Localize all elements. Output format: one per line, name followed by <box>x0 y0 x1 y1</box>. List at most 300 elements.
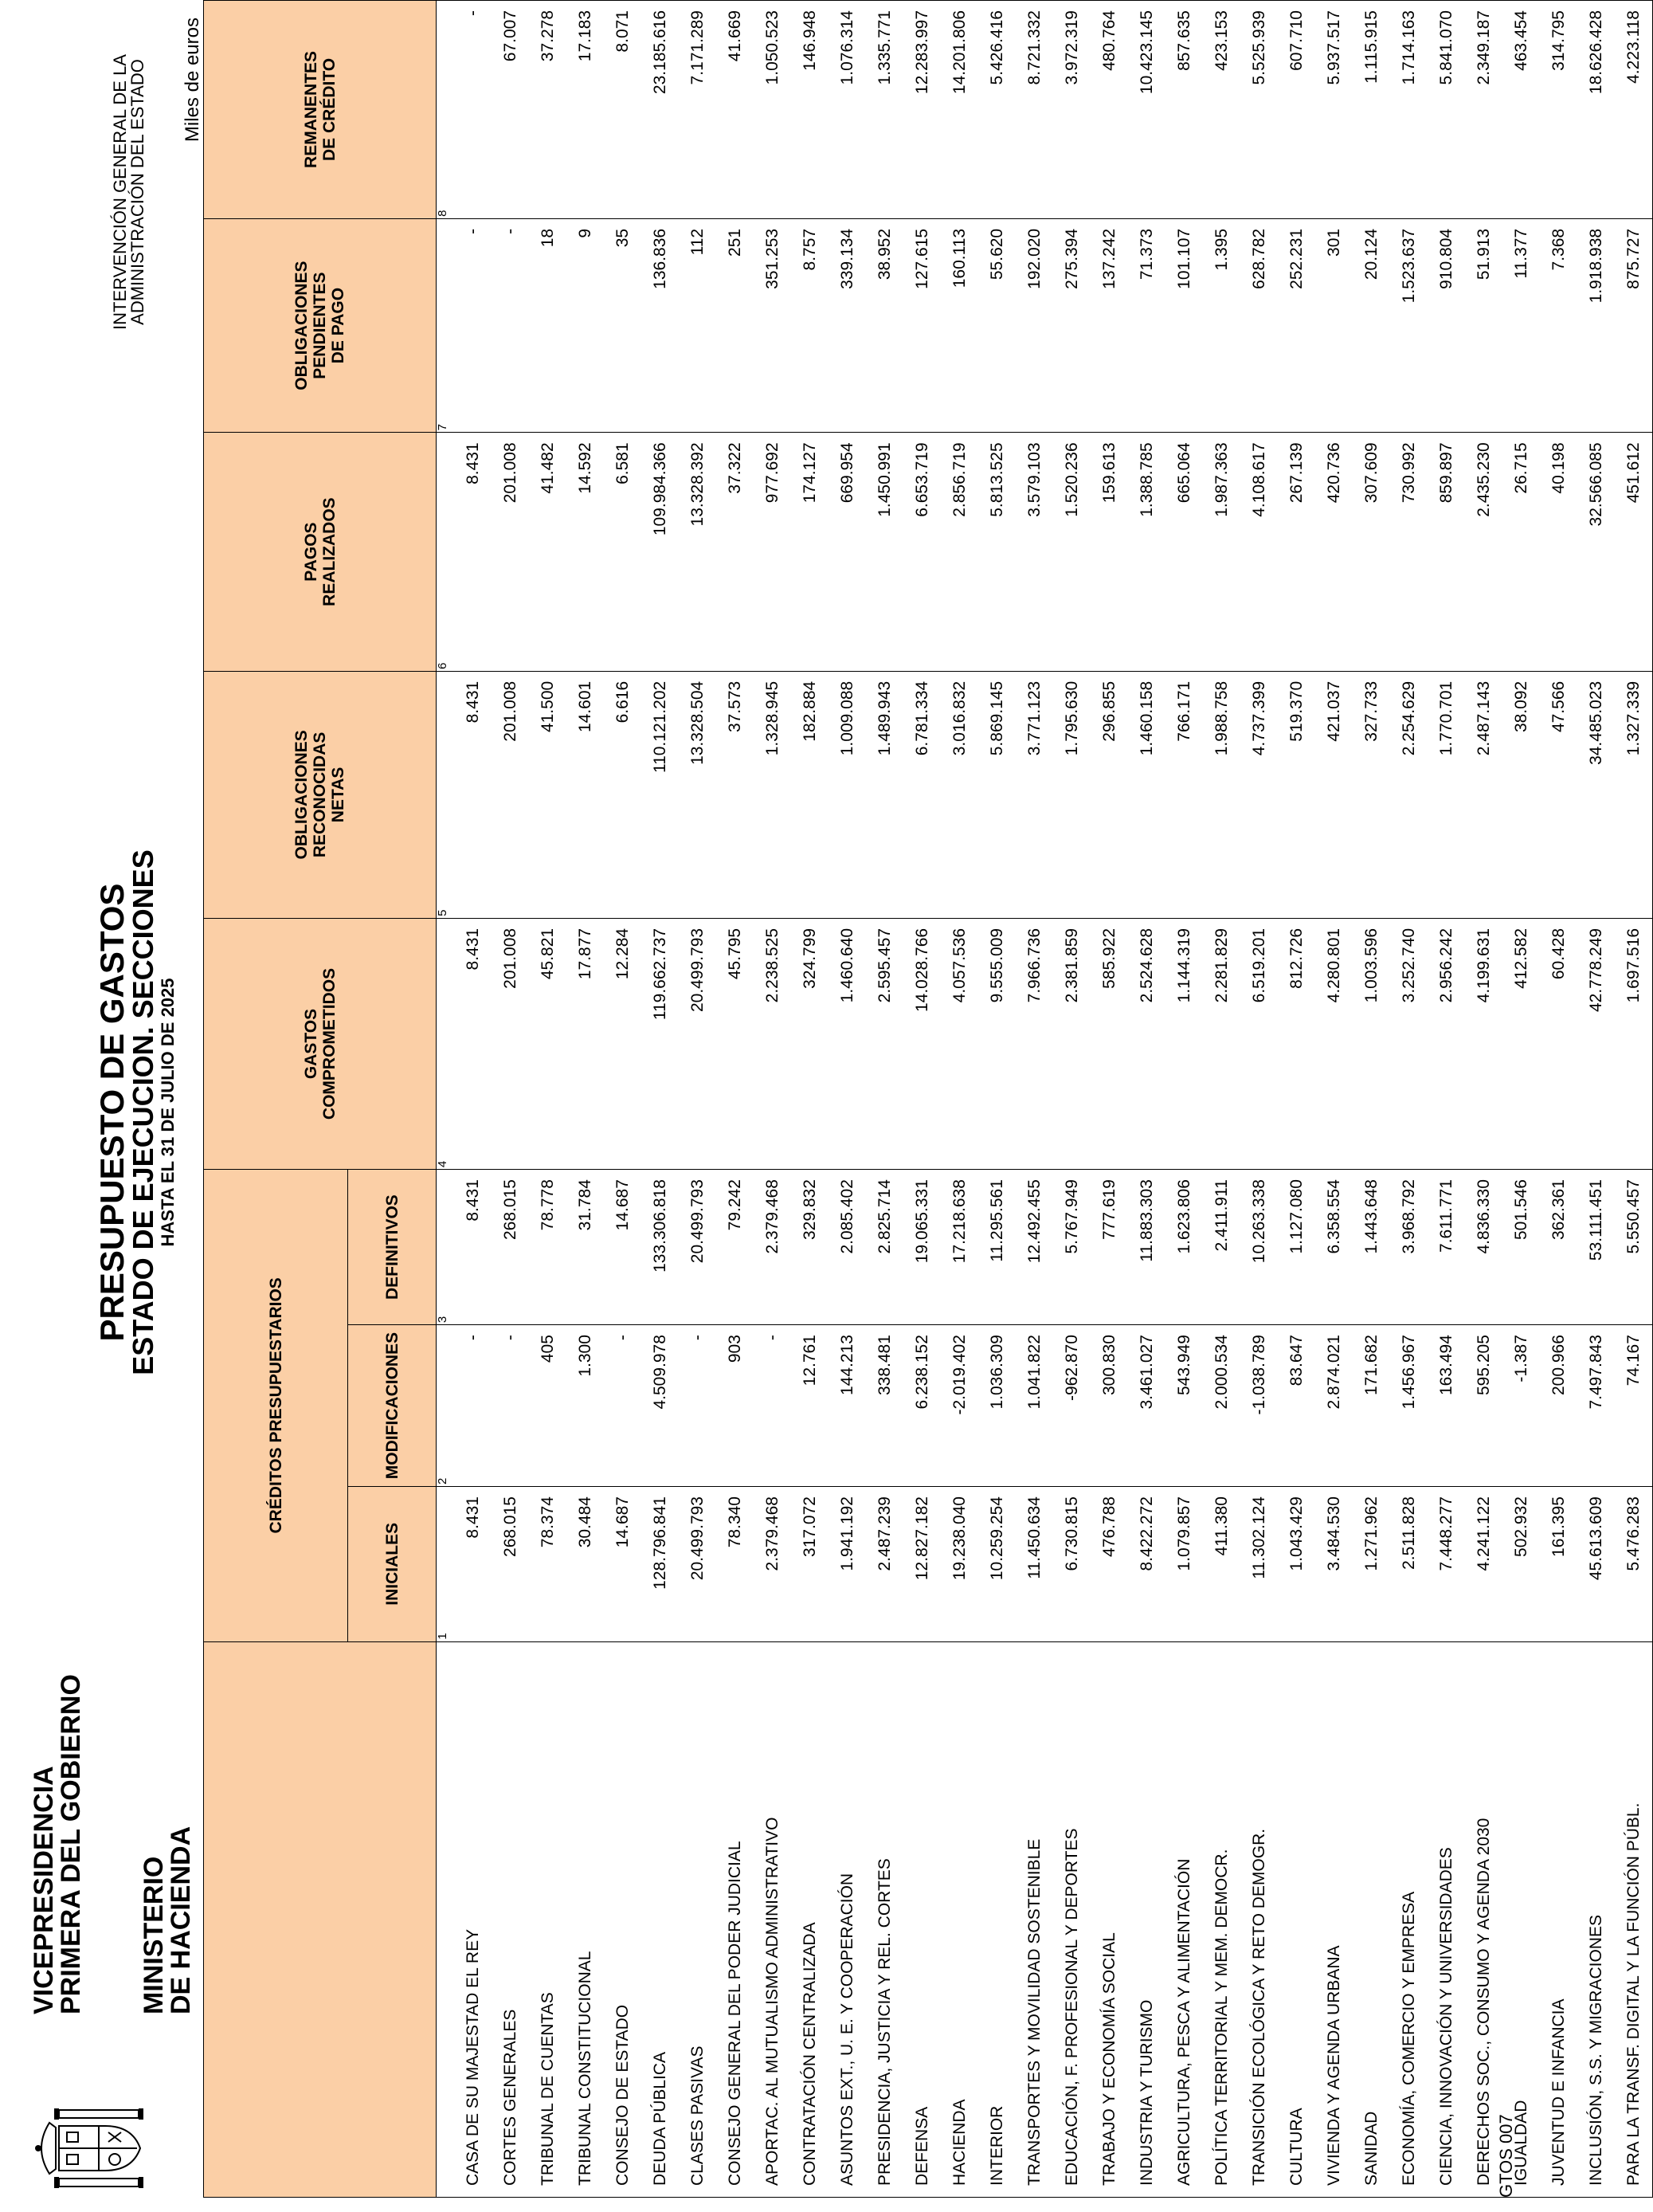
table-row <box>1428 1 1465 2198</box>
header-pagos <box>204 433 437 671</box>
section-name-cell: TRIBUNAL DE CUENTAS <box>529 1641 566 2197</box>
value-cell: 812.726 <box>1278 918 1315 1169</box>
value-cell: 665.064 <box>1165 433 1203 671</box>
value-cell: 1.079.857 <box>1165 1487 1203 1642</box>
value-cell: 3.484.530 <box>1315 1487 1353 1642</box>
value-cell: 411.380 <box>1203 1487 1240 1642</box>
value-cell: 405 <box>529 1325 566 1487</box>
date-line: HASTA EL 31 DE JULIO DE 2025 <box>158 978 178 1247</box>
value-cell: 78.340 <box>716 1487 754 1642</box>
table-row <box>1353 1 1390 2198</box>
value-cell: 41.482 <box>529 433 566 671</box>
value-cell: 628.782 <box>1240 218 1278 432</box>
value-cell: 10.423.145 <box>1128 1 1165 219</box>
value-cell: 1.988.758 <box>1203 671 1240 918</box>
value-cell: 11.450.634 <box>1016 1487 1053 1642</box>
section-name-cell: AGRICULTURA, PESCA Y ALIMENTACIÓN <box>1165 1641 1203 2197</box>
value-cell: 2.524.628 <box>1128 918 1165 1169</box>
value-cell: 19.238.040 <box>941 1487 978 1642</box>
value-cell: 47.566 <box>1540 671 1577 918</box>
value-cell: 14.687 <box>604 1487 641 1642</box>
value-cell: -962.870 <box>1053 1325 1091 1487</box>
column-number: 7 <box>437 218 455 432</box>
value-cell: 412.582 <box>1502 918 1540 1169</box>
value-cell: 3.972.319 <box>1053 1 1091 219</box>
value-cell: 192.020 <box>1016 218 1053 432</box>
value-cell: 421.037 <box>1315 671 1353 918</box>
value-cell: - <box>754 1325 791 1487</box>
value-cell: 146.948 <box>791 1 828 219</box>
header-gastos-l2: COMPROMETIDOS <box>319 967 339 1120</box>
value-cell: 17.183 <box>566 1 604 219</box>
value-cell: 2.349.187 <box>1465 1 1502 219</box>
column-number: 4 <box>437 918 455 1169</box>
value-cell: 182.884 <box>791 671 828 918</box>
value-cell: 79.242 <box>716 1170 754 1325</box>
value-cell: 8.431 <box>454 1487 492 1642</box>
table-row <box>1615 1 1653 2198</box>
column-number: 6 <box>437 433 455 671</box>
header-obligaciones <box>204 671 437 918</box>
value-cell: 480.764 <box>1091 1 1128 219</box>
section-name-cell: TRABAJO Y ECONOMÍA SOCIAL <box>1091 1641 1128 2197</box>
value-cell: 45.821 <box>529 918 566 1169</box>
value-cell: 5.813.525 <box>978 433 1016 671</box>
value-cell: 903 <box>716 1325 754 1487</box>
value-cell: 71.373 <box>1128 218 1165 432</box>
value-cell: 74.167 <box>1615 1325 1653 1487</box>
header-pagos-l1: PAGOS <box>301 522 320 582</box>
value-cell: -1.387 <box>1502 1325 1540 1487</box>
section-name-cell: ASUNTOS EXT., U. E. Y COOPERACIÓN <box>828 1641 866 2197</box>
value-cell: 275.394 <box>1053 218 1091 432</box>
value-cell: 119.662.737 <box>641 918 679 1169</box>
value-cell: 1.328.945 <box>754 671 791 918</box>
value-cell: 519.370 <box>1278 671 1315 918</box>
value-cell: 7.171.289 <box>679 1 716 219</box>
igae-header <box>112 5 147 379</box>
value-cell: 351.253 <box>754 218 791 432</box>
value-cell: 1.987.363 <box>1203 433 1240 671</box>
value-cell: 12.284 <box>604 918 641 1169</box>
value-cell: 5.937.517 <box>1315 1 1353 219</box>
value-cell: 160.113 <box>941 218 978 432</box>
value-cell: 171.682 <box>1353 1325 1390 1487</box>
value-cell: 669.954 <box>828 433 866 671</box>
value-cell: 159.613 <box>1091 433 1128 671</box>
value-cell: 777.619 <box>1091 1170 1128 1325</box>
value-cell: 14.201.806 <box>941 1 978 219</box>
value-cell: 127.615 <box>903 218 941 432</box>
value-cell: 37.278 <box>529 1 566 219</box>
value-cell: 2.381.859 <box>1053 918 1091 1169</box>
value-cell: 1.003.596 <box>1353 918 1390 1169</box>
value-cell: 14.028.766 <box>903 918 941 1169</box>
value-cell: 1.335.771 <box>866 1 903 219</box>
section-name-cell: PARA LA TRANSF. DIGITAL Y LA FUNCIÓN PÚBL. <box>1615 1641 1653 2197</box>
value-cell: 2.595.457 <box>866 918 903 1169</box>
value-cell: 41.669 <box>716 1 754 219</box>
value-cell: 301 <box>1315 218 1353 432</box>
value-cell: 45.613.609 <box>1577 1487 1615 1642</box>
value-cell: 1.697.516 <box>1615 918 1653 1169</box>
value-cell: 314.795 <box>1540 1 1577 219</box>
page-subtitle: ESTADO DE EJECUCION. SECCIONES <box>127 849 159 1375</box>
section-name-cell: SANIDAD <box>1353 1641 1390 2197</box>
section-name-cell: PRESIDENCIA, JUSTICIA Y REL. CORTES <box>866 1641 903 2197</box>
value-cell: 8.431 <box>454 918 492 1169</box>
header-obl-l1: OBLIGACIONES <box>292 730 311 860</box>
value-cell: 251 <box>716 218 754 432</box>
table-row <box>1390 1 1428 2198</box>
section-name-cell: CONTRATACIÓN CENTRALIZADA <box>791 1641 828 2197</box>
table-row <box>1240 1 1278 2198</box>
section-name-cell: TRANSPORTES Y MOVILIDAD SOSTENIBLE <box>1016 1641 1053 2197</box>
value-cell: 4.199.631 <box>1465 918 1502 1169</box>
value-cell: 20.499.793 <box>679 1487 716 1642</box>
value-cell: 10.259.254 <box>978 1487 1016 1642</box>
value-cell: 14.601 <box>566 671 604 918</box>
value-cell: 1.036.309 <box>978 1325 1016 1487</box>
coat-of-arms-icon <box>32 2105 151 2191</box>
value-cell: 6.519.201 <box>1240 918 1278 1169</box>
table-row <box>1128 1 1165 2198</box>
value-cell: - <box>454 1 492 219</box>
value-cell: 875.727 <box>1615 218 1653 432</box>
value-cell: 53.111.451 <box>1577 1170 1615 1325</box>
value-cell: 2.435.230 <box>1465 433 1502 671</box>
value-cell: 2.856.719 <box>941 433 978 671</box>
value-cell: 6.781.334 <box>903 671 941 918</box>
value-cell: 2.511.828 <box>1390 1487 1428 1642</box>
value-cell: 5.476.283 <box>1615 1487 1653 1642</box>
value-cell: 17.218.638 <box>941 1170 978 1325</box>
value-cell: 45.795 <box>716 918 754 1169</box>
table-row <box>1465 1 1502 2198</box>
value-cell: 144.213 <box>828 1325 866 1487</box>
value-cell: 4.057.536 <box>941 918 978 1169</box>
value-cell: 11.295.561 <box>978 1170 1016 1325</box>
value-cell: 7.966.736 <box>1016 918 1053 1169</box>
header-rem-l1: REMANENTES <box>301 50 320 168</box>
value-cell: 2.487.239 <box>866 1487 903 1642</box>
value-cell: 6.616 <box>604 671 641 918</box>
value-cell: 543.949 <box>1165 1325 1203 1487</box>
ministry-line-4: DE HACIENDA <box>166 1826 196 2014</box>
value-cell: 18 <box>529 218 566 432</box>
value-cell: 501.546 <box>1502 1170 1540 1325</box>
value-cell: 19.065.331 <box>903 1170 941 1325</box>
header-iniciales: INICIALES <box>348 1487 437 1642</box>
value-cell: 200.966 <box>1540 1325 1577 1487</box>
section-name-cell: IGUALDAD <box>1502 1641 1540 2197</box>
value-cell: 1.127.080 <box>1278 1170 1315 1325</box>
header-obl-l3: NETAS <box>329 767 347 823</box>
value-cell: 2.281.829 <box>1203 918 1240 1169</box>
value-cell: 1.523.637 <box>1390 218 1428 432</box>
value-cell: 1.041.822 <box>1016 1325 1053 1487</box>
table-row <box>1016 1 1053 2198</box>
value-cell: 2.825.714 <box>866 1170 903 1325</box>
table-row <box>1540 1 1577 2198</box>
table-row <box>828 1 866 2198</box>
value-cell: 1.770.701 <box>1428 671 1465 918</box>
value-cell: 7.448.277 <box>1428 1487 1465 1642</box>
value-cell: 17.877 <box>566 918 604 1169</box>
value-cell: 31.784 <box>566 1170 604 1325</box>
value-cell: 1.271.962 <box>1353 1487 1390 1642</box>
header-obl-l2: RECONOCIDAS <box>311 731 329 858</box>
value-cell: 1.918.938 <box>1577 218 1615 432</box>
value-cell: 6.238.152 <box>903 1325 941 1487</box>
value-cell: 133.306.818 <box>641 1170 679 1325</box>
column-number: 3 <box>437 1170 455 1325</box>
value-cell: 163.494 <box>1428 1325 1465 1487</box>
value-cell: 327.733 <box>1353 671 1390 918</box>
value-cell: 8.422.272 <box>1128 1487 1165 1642</box>
value-cell: 67.007 <box>492 1 529 219</box>
value-cell: 8.431 <box>454 671 492 918</box>
igae-line-1: INTERVENCIÓN GENERAL DE LA <box>110 54 130 330</box>
value-cell: 267.139 <box>1278 433 1315 671</box>
value-cell: 37.322 <box>716 433 754 671</box>
table-row <box>941 1 978 2198</box>
value-cell: 2.085.402 <box>828 1170 866 1325</box>
value-cell: 324.799 <box>791 918 828 1169</box>
value-cell: 910.804 <box>1428 218 1465 432</box>
value-cell: 30.484 <box>566 1487 604 1642</box>
value-cell: 1.714.163 <box>1390 1 1428 219</box>
value-cell: 14.687 <box>604 1170 641 1325</box>
value-cell: - <box>679 1325 716 1487</box>
table-row <box>566 1 604 2198</box>
value-cell: 3.968.792 <box>1390 1170 1428 1325</box>
value-cell: 8.071 <box>604 1 641 219</box>
value-cell: 4.241.122 <box>1465 1487 1502 1642</box>
value-cell: 34.485.023 <box>1577 671 1615 918</box>
value-cell: 6.358.554 <box>1315 1170 1353 1325</box>
value-cell: 1.623.806 <box>1165 1170 1203 1325</box>
value-cell: 3.771.123 <box>1016 671 1053 918</box>
table-row <box>679 1 716 2198</box>
section-name-cell: EDUCACIÓN, F. PROFESIONAL Y DEPORTES <box>1053 1641 1091 2197</box>
value-cell: 78.778 <box>529 1170 566 1325</box>
value-cell: 11.377 <box>1502 218 1540 432</box>
value-cell: 5.869.145 <box>978 671 1016 918</box>
section-name-cell: VIVIENDA Y AGENDA URBANA <box>1315 1641 1353 2197</box>
value-cell: 6.653.719 <box>903 433 941 671</box>
section-name-cell: CONSEJO GENERAL DEL PODER JUDICIAL <box>716 1641 754 2197</box>
value-cell: - <box>492 1325 529 1487</box>
ministry-line-3: MINISTERIO <box>139 1856 169 2014</box>
value-cell: 585.922 <box>1091 918 1128 1169</box>
value-cell: 339.134 <box>828 218 866 432</box>
title-block <box>93 810 178 1415</box>
table-row <box>1278 1 1315 2198</box>
header-remanentes <box>204 1 437 219</box>
value-cell: 1.144.319 <box>1165 918 1203 1169</box>
header-pend-l2: PENDIENTES <box>311 272 329 379</box>
value-cell: 3.252.740 <box>1390 918 1428 1169</box>
value-cell: 60.428 <box>1540 918 1577 1169</box>
section-name-cell: INCLUSIÓN, S.S. Y MIGRACIONES <box>1577 1641 1615 2197</box>
value-cell: 4.509.978 <box>641 1325 679 1487</box>
table-row <box>1502 1 1540 2198</box>
value-cell: - <box>604 1325 641 1487</box>
table-row <box>492 1 529 2198</box>
value-cell: 11.302.124 <box>1240 1487 1278 1642</box>
section-name-cell: POLÍTICA TERRITORIAL Y MEM. DEMOCR. <box>1203 1641 1240 2197</box>
value-cell: 4.737.399 <box>1240 671 1278 918</box>
value-cell: 109.984.366 <box>641 433 679 671</box>
value-cell: 317.072 <box>791 1487 828 1642</box>
value-cell: 1.115.915 <box>1353 1 1390 219</box>
section-name-cell: ECONOMÍA, COMERCIO Y EMPRESA <box>1390 1641 1428 2197</box>
header-pend-l1: OBLIGACIONES <box>292 261 311 390</box>
value-cell: 252.231 <box>1278 218 1315 432</box>
value-cell: 1.520.236 <box>1053 433 1091 671</box>
value-cell: 2.379.468 <box>754 1170 791 1325</box>
header-pend-l3: DE PAGO <box>329 287 347 364</box>
table-row <box>1165 1 1203 2198</box>
section-name-cell: DEFENSA <box>903 1641 941 2197</box>
value-cell: 8.757 <box>791 218 828 432</box>
value-cell: 7.611.771 <box>1428 1170 1465 1325</box>
column-number: 1 <box>437 1487 455 1642</box>
value-cell: 37.573 <box>716 671 754 918</box>
value-cell: 9.555.009 <box>978 918 1016 1169</box>
table-row <box>978 1 1016 2198</box>
value-cell: 8.721.332 <box>1016 1 1053 219</box>
value-cell: 1.489.943 <box>866 671 903 918</box>
section-name-cell: INTERIOR <box>978 1641 1016 2197</box>
value-cell: 12.492.455 <box>1016 1170 1053 1325</box>
value-cell: 12.283.997 <box>903 1 941 219</box>
table-row <box>1577 1 1615 2198</box>
value-cell: 136.836 <box>641 218 679 432</box>
header-creditos-group: CRÉDITOS PRESUPUESTARIOS <box>204 1170 348 1642</box>
value-cell: 23.185.616 <box>641 1 679 219</box>
value-cell: 1.460.640 <box>828 918 866 1169</box>
value-cell: 13.328.392 <box>679 433 716 671</box>
value-cell: 1.388.785 <box>1128 433 1165 671</box>
value-cell: 8.431 <box>454 1170 492 1325</box>
value-cell: 268.015 <box>492 1170 529 1325</box>
value-cell: 300.830 <box>1091 1325 1128 1487</box>
value-cell: 5.426.416 <box>978 1 1016 219</box>
value-cell: 7.497.843 <box>1577 1325 1615 1487</box>
value-cell: 730.992 <box>1390 433 1428 671</box>
value-cell: 11.883.303 <box>1128 1170 1165 1325</box>
value-cell: 3.579.103 <box>1016 433 1053 671</box>
value-cell: 1.043.429 <box>1278 1487 1315 1642</box>
value-cell: 78.374 <box>529 1487 566 1642</box>
value-cell: 857.635 <box>1165 1 1203 219</box>
section-name-cell: CORTES GENERALES <box>492 1641 529 2197</box>
value-cell: 1.076.314 <box>828 1 866 219</box>
table-row <box>791 1 828 2198</box>
header-pendientes <box>204 218 437 432</box>
value-cell: - <box>454 1325 492 1487</box>
value-cell: 161.395 <box>1540 1487 1577 1642</box>
ministry-line-1: VICEPRESIDENCIA <box>29 1766 59 2014</box>
value-cell: 8.431 <box>454 433 492 671</box>
value-cell: 101.107 <box>1165 218 1203 432</box>
table-row <box>903 1 941 2198</box>
value-cell: 51.913 <box>1465 218 1502 432</box>
value-cell: 1.327.339 <box>1615 671 1653 918</box>
value-cell: 128.796.841 <box>641 1487 679 1642</box>
value-cell: 174.127 <box>791 433 828 671</box>
header-section-name <box>204 1641 437 2197</box>
table-row <box>454 1 492 2198</box>
value-cell: 201.008 <box>492 433 529 671</box>
value-cell: 977.692 <box>754 433 791 671</box>
value-cell: -1.038.789 <box>1240 1325 1278 1487</box>
value-cell: 6.730.815 <box>1053 1487 1091 1642</box>
value-cell: 2.379.468 <box>754 1487 791 1642</box>
table-row <box>604 1 641 2198</box>
value-cell: 12.827.182 <box>903 1487 941 1642</box>
value-cell: 35 <box>604 218 641 432</box>
value-cell: 7.368 <box>1540 218 1577 432</box>
value-cell: 55.620 <box>978 218 1016 432</box>
value-cell: 1.450.991 <box>866 433 903 671</box>
header-definitivos: DEFINITIVOS <box>348 1170 437 1325</box>
value-cell: 2.254.629 <box>1390 671 1428 918</box>
value-cell: 451.612 <box>1615 433 1653 671</box>
value-cell: 463.454 <box>1502 1 1540 219</box>
value-cell: 38.092 <box>1502 671 1540 918</box>
value-cell: 10.263.338 <box>1240 1170 1278 1325</box>
value-cell: 1.941.192 <box>828 1487 866 1642</box>
header-gastos-l1: GASTOS <box>301 1008 320 1080</box>
value-cell: 38.952 <box>866 218 903 432</box>
section-name-cell: HACIENDA <box>941 1641 978 2197</box>
table-row <box>754 1 791 2198</box>
value-cell: 4.280.801 <box>1315 918 1353 1169</box>
column-number: 2 <box>437 1325 455 1487</box>
value-cell: 1.395 <box>1203 218 1240 432</box>
table-row <box>1315 1 1353 2198</box>
value-cell: 6.581 <box>604 433 641 671</box>
value-cell: 2.411.911 <box>1203 1170 1240 1325</box>
section-name-cell: TRANSICIÓN ECOLÓGICA Y RETO DEMOGR. <box>1240 1641 1278 2197</box>
value-cell: 32.566.085 <box>1577 433 1615 671</box>
value-cell: -2.019.402 <box>941 1325 978 1487</box>
section-name-cell: CONSEJO DE ESTADO <box>604 1641 641 2197</box>
value-cell: 1.456.967 <box>1390 1325 1428 1487</box>
table-row <box>866 1 903 2198</box>
section-name-cell: CLASES PASIVAS <box>679 1641 716 2197</box>
value-cell: 42.778.249 <box>1577 918 1615 1169</box>
value-cell: 338.481 <box>866 1325 903 1487</box>
header-rem-l2: DE CRÉDITO <box>319 57 339 162</box>
value-cell: - <box>492 218 529 432</box>
table-row <box>529 1 566 2198</box>
section-name-cell: CIENCIA, INNOVACIÓN Y UNIVERSIDADES <box>1428 1641 1465 2197</box>
value-cell: 1.009.088 <box>828 671 866 918</box>
table-row <box>641 1 679 2198</box>
value-cell: 420.736 <box>1315 433 1353 671</box>
value-cell: 9 <box>566 218 604 432</box>
value-cell: 3.461.027 <box>1128 1325 1165 1487</box>
value-cell: 5.841.070 <box>1428 1 1465 219</box>
value-cell: 201.008 <box>492 918 529 1169</box>
column-number: 8 <box>437 1 455 219</box>
value-cell: 2.000.534 <box>1203 1325 1240 1487</box>
value-cell: 20.499.793 <box>679 1170 716 1325</box>
